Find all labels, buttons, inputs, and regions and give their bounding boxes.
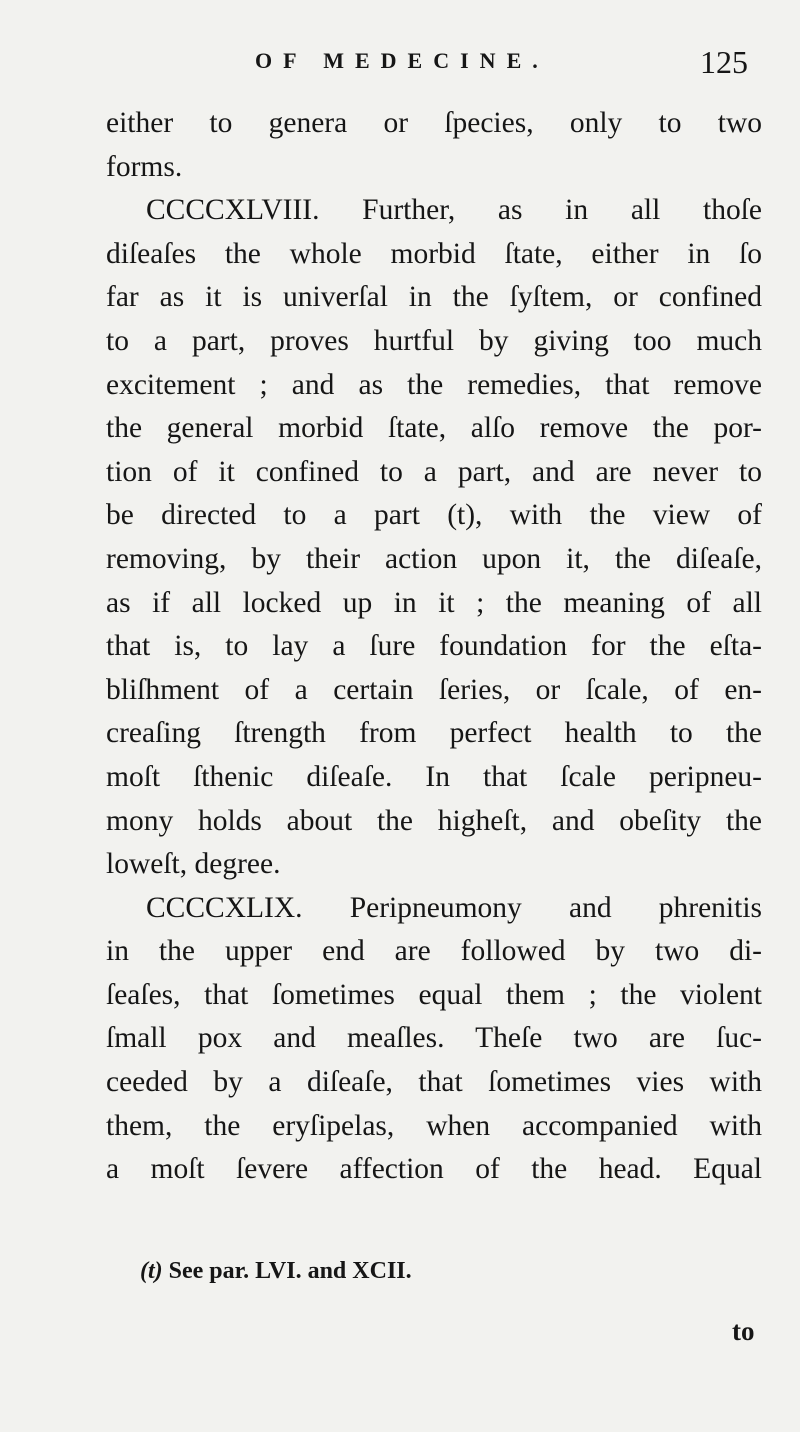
text-line: ſmall pox and meaſles. Theſe two are ſuc-: [106, 1022, 762, 1055]
text-line: diſeaſes the whole morbid ſtate, either in ſo: [106, 237, 762, 270]
text-line: as if all locked up in it ; the meaning of all: [106, 586, 762, 619]
paragraph-start-line: CCCCXLVIII. Further, as in all thoſe: [146, 194, 762, 227]
footnote: [140, 1258, 412, 1285]
text-line: tion of it confined to a part, and are never to: [106, 455, 762, 488]
text-line: excitement ; and as the remedies, that remove: [106, 368, 762, 401]
text-line: them, the eryſipelas, when accompanied with: [106, 1109, 762, 1142]
text-line: the general morbid ſtate, alſo remove the por-: [106, 412, 762, 445]
text-line: creaſing ſtrength from perfect health to the: [106, 717, 762, 750]
text-line: ſeaſes, that ſometimes equal them ; the violent: [106, 978, 762, 1011]
text-line: far as it is univerſal in the ſyſtem, or confined: [106, 281, 762, 314]
page-number: 125: [700, 44, 748, 80]
text-line: either to genera or ſpecies, only to two: [106, 107, 762, 139]
text-line: bliſhment of a certain ſeries, or ſcale, of en-: [106, 673, 762, 706]
text-line: be directed to a part (t), with the view of: [106, 499, 762, 532]
paragraph-start-line: CCCCXLIX. Peripneumony and phrenitis: [146, 891, 762, 924]
text-line: ceeded by a diſeaſe, that ſometimes vies with: [106, 1066, 762, 1099]
text-line: removing, by their action upon it, the diſeaſe,: [106, 542, 762, 575]
text-line: in the upper end are followed by two di-: [106, 935, 762, 968]
text-line: a moſt ſevere affection of the head. Equal: [106, 1153, 762, 1186]
footnote-text: See par. LVI. and XCII.: [162, 1258, 412, 1284]
text-line: loweſt, degree.: [106, 848, 281, 881]
footnote-mark: (t): [140, 1258, 163, 1284]
text-line: forms.: [106, 150, 183, 183]
text-line: to a part, proves hurtful by giving too much: [106, 324, 762, 357]
text-line: mony holds about the higheſt, and obeſity the: [106, 804, 762, 837]
running-head: OF MEDECINE.: [255, 48, 549, 73]
text-line: that is, to lay a ſure foundation for the eſta-: [106, 630, 762, 663]
text-line: moſt ſthenic diſeaſe. In that ſcale peripneu-: [106, 760, 762, 793]
body-text: [106, 102, 762, 1192]
page-header: [0, 44, 800, 84]
catchword: to: [732, 1316, 755, 1346]
